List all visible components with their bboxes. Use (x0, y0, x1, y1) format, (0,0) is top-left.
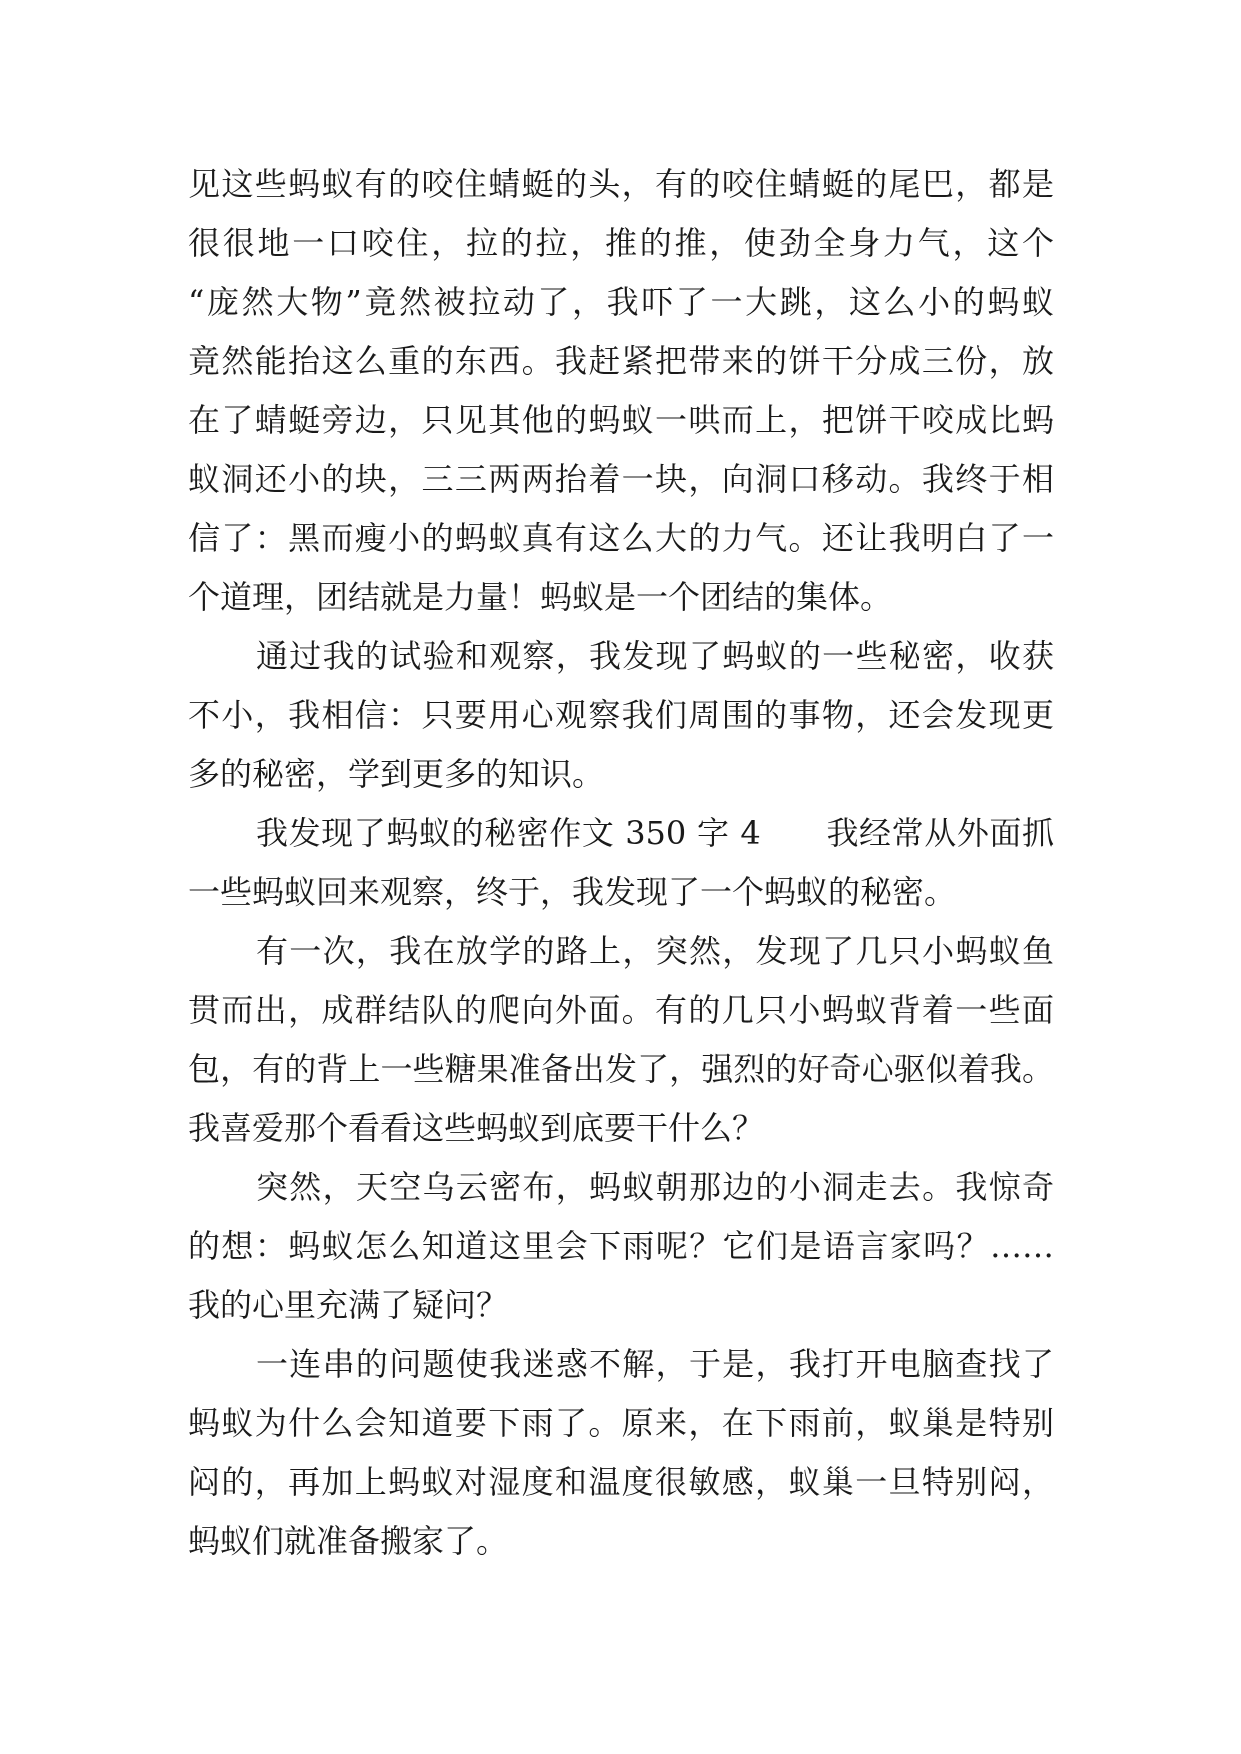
text-line: 通过我的试验和观察，我发现了蚂蚁的一些秘密，收获 (256, 637, 1054, 675)
text-line: 竟然能抬这么重的东西。我赶紧把带来的饼干分成三份，放 (188, 342, 1054, 380)
text-line: 多的秘密，学到更多的知识。 (188, 755, 605, 793)
text-line: 我喜爱那个看看这些蚂蚁到底要干什么？ (188, 1109, 765, 1147)
text-line: 个道理，团结就是力量！蚂蚁是一个团结的集体。 (188, 578, 893, 616)
text-line: 我的心里充满了疑问？ (188, 1286, 509, 1324)
text-line: 很很地一口咬住，拉的拉，推的推，使劲全身力气，这个 (188, 224, 1054, 262)
essay-body (188, 155, 1054, 1571)
text-line: 一些蚂蚁回来观察，终于，我发现了一个蚂蚁的秘密。 (188, 873, 957, 911)
text-line: 不小，我相信：只要用心观察我们周围的事物，还会发现更 (188, 696, 1054, 734)
text-line: 包，有的背上一些糖果准备出发了，强烈的好奇心驱似着我。 (188, 1050, 1054, 1088)
text-line: 一连串的问题使我迷惑不解，于是，我打开电脑查找了 (256, 1345, 1054, 1383)
text-line: 见这些蚂蚁有的咬住蜻蜓的头，有的咬住蜻蜓的尾巴，都是 (188, 165, 1054, 203)
paragraph (188, 1335, 1054, 1571)
text-line: 信了：黑而瘦小的蚂蚁真有这么大的力气。还让我明白了一 (188, 519, 1054, 557)
paragraph (188, 804, 1054, 922)
text-line: 突然，天空乌云密布，蚂蚁朝那边的小洞走去。我惊奇 (256, 1168, 1054, 1206)
text-line: 贯而出，成群结队的爬向外面。有的几只小蚂蚁背着一些面 (188, 991, 1054, 1029)
text-line: 在了蜻蜓旁边，只见其他的蚂蚁一哄而上，把饼干咬成比蚂 (188, 401, 1054, 439)
text-line: 闷的，再加上蚂蚁对湿度和温度很敏感，蚁巢一旦特别闷， (188, 1463, 1054, 1501)
paragraph (188, 627, 1054, 804)
text-line: 的想：蚂蚁怎么知道这里会下雨呢？它们是语言家吗？…… (188, 1227, 1054, 1265)
paragraph (188, 1158, 1054, 1335)
text-line: 有一次，我在放学的路上，突然，发现了几只小蚂蚁鱼 (256, 932, 1054, 970)
paragraph (188, 922, 1054, 1158)
text-line: “庞然大物”竟然被拉动了，我吓了一大跳，这么小的蚂蚁 (188, 283, 1054, 321)
text-line: 蚂蚁们就准备搬家了。 (188, 1522, 509, 1560)
paragraph (188, 155, 1054, 627)
text-line: 蚂蚁为什么会知道要下雨了。原来，在下雨前，蚁巢是特别 (188, 1404, 1054, 1442)
text-line: 我发现了蚂蚁的秘密作文 350 字 4 我经常从外面抓 (256, 814, 1054, 852)
text-line: 蚁洞还小的块，三三两两抬着一块，向洞口移动。我终于相 (188, 460, 1054, 498)
